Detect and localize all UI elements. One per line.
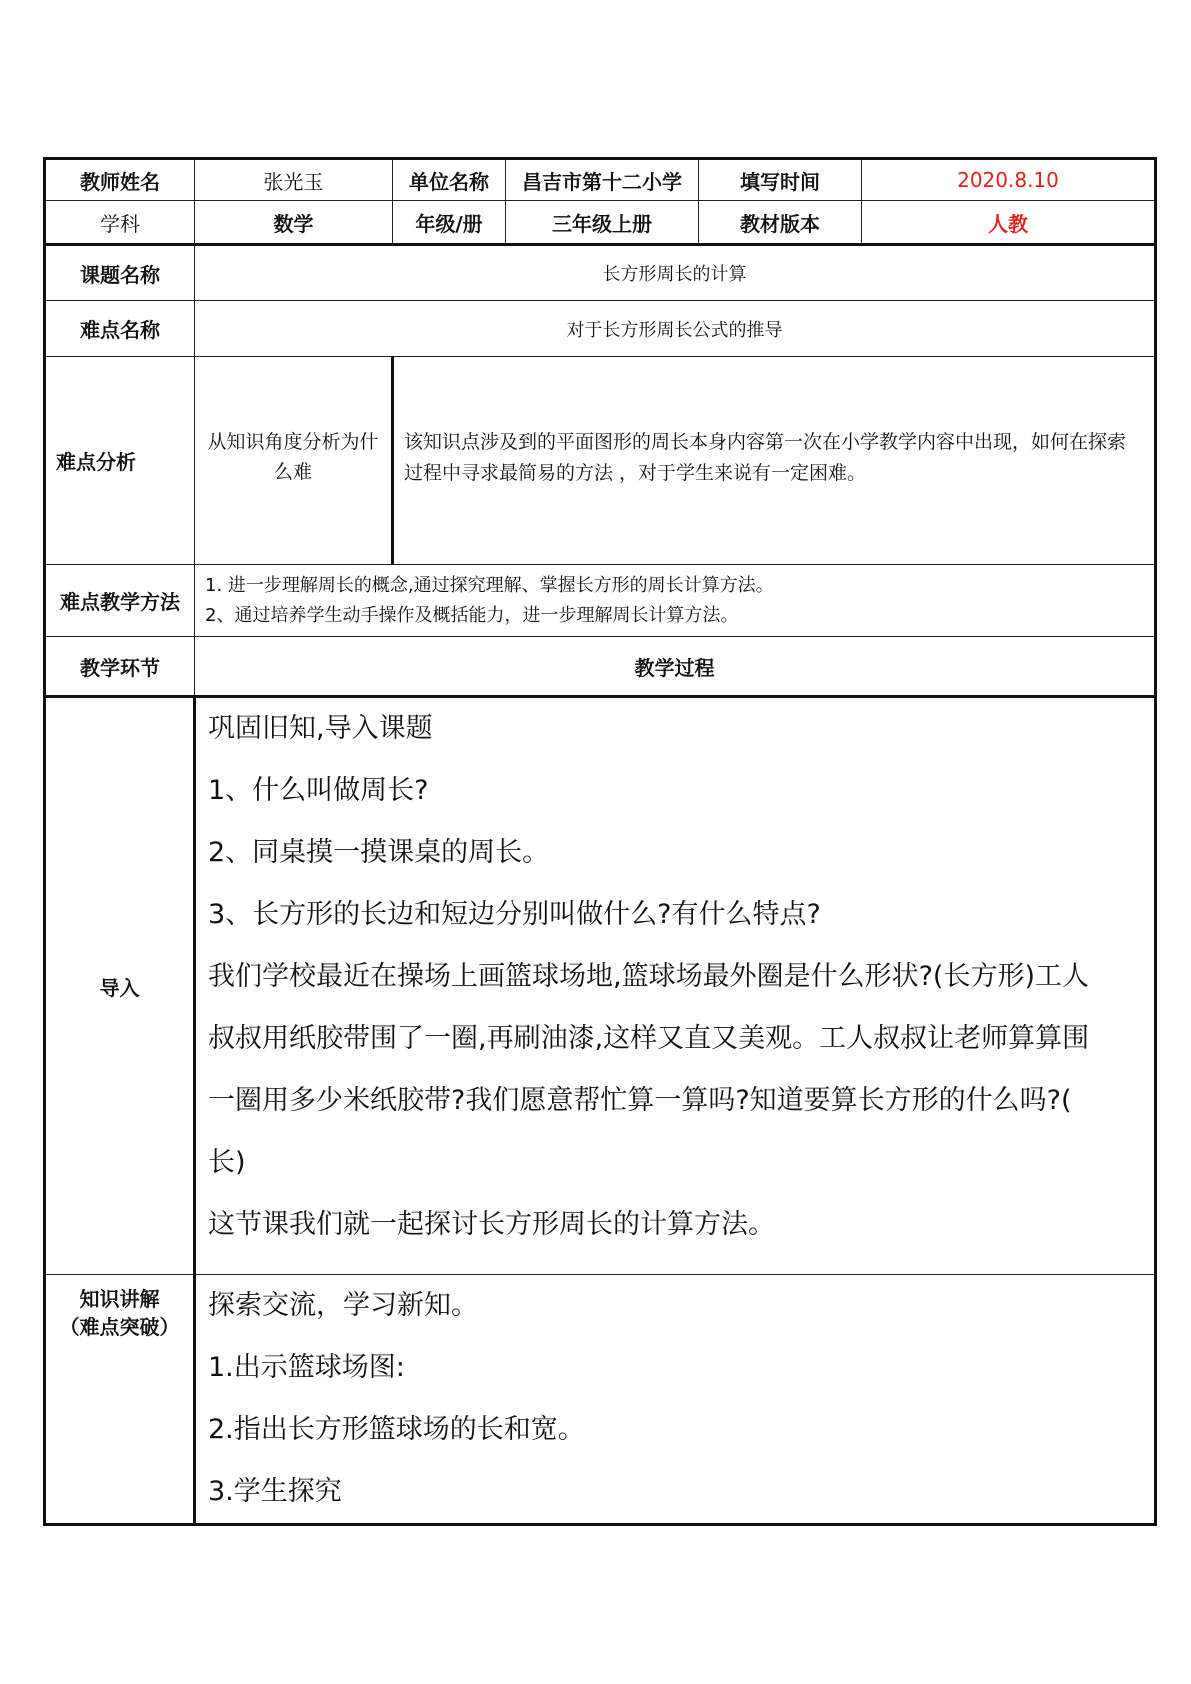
knowledge-line-2: 1.出示篮球场图: (208, 1352, 405, 1383)
header-row-1 (45, 159, 1156, 201)
teacher-label: 教师姓名 (45, 159, 195, 201)
intro-content (195, 697, 1156, 1275)
analysis-label: 难点分析 (45, 357, 195, 565)
knowledge-label-line-1: 知识讲解 (79, 1287, 160, 1311)
knowledge-label-line-2: （难点突破） (59, 1315, 180, 1339)
process-header-row (45, 637, 1156, 697)
edition-label: 教材版本 (699, 201, 862, 245)
intro-line-3: 2、同桌摸一摸课桌的周长。 (208, 837, 550, 868)
intro-line-2: 1、什么叫做周长? (208, 775, 429, 806)
teacher-value: 张光玉 (195, 159, 393, 201)
knowledge-line-3: 2.指出长方形篮球场的长和宽。 (208, 1414, 585, 1445)
method-label: 难点教学方法 (45, 565, 195, 637)
grade-label: 年级/册 (393, 201, 506, 245)
knowledge-line-4: 3.学生探究 (208, 1476, 342, 1507)
subject-value: 数学 (195, 201, 393, 245)
intro-row (45, 697, 1156, 1275)
method-item-2: 2、通过培养学生动手操作及概括能力，进一步理解周长计算方法。 (205, 604, 739, 626)
method-row (45, 565, 1156, 637)
topic-row (45, 245, 1156, 301)
lesson-plan-document (43, 157, 1154, 1526)
method-item-1: 1. 进一步理解周长的概念,通过探究理解、掌握长方形的周长计算方法。 (205, 574, 774, 596)
subject-label: 学科 (45, 201, 195, 245)
analysis-text: 该知识点涉及到的平面图形的周长本身内容第一次在小学教学内容中出现，如何在探索过程中寻求最简易的方法 ，对于学生来说有一定困难。 (393, 357, 1156, 565)
grade-value: 三年级上册 (506, 201, 699, 245)
knowledge-line-1: 探索交流，学习新知。 (208, 1290, 478, 1321)
header-row-2 (45, 201, 1156, 245)
knowledge-label (45, 1275, 195, 1525)
intro-line-5: 我们学校最近在操场上画篮球场地,篮球场最外圈是什么形状?(长方形)工人 (208, 961, 1089, 992)
intro-line-8: 长) (208, 1147, 246, 1178)
difficulty-label: 难点名称 (45, 301, 195, 357)
intro-line-7: 一圈用多少米纸胶带?我们愿意帮忙算一算吗?知道要算长方形的什么吗?( (208, 1085, 1072, 1116)
process-step-label: 教学环节 (45, 637, 195, 697)
knowledge-row (45, 1275, 1156, 1525)
knowledge-content (195, 1275, 1156, 1525)
difficulty-row (45, 301, 1156, 357)
intro-line-9: 这节课我们就一起探讨长方形周长的计算方法。 (208, 1209, 775, 1240)
process-title: 教学过程 (195, 637, 1156, 697)
date-label: 填写时间 (699, 159, 862, 201)
intro-line-6: 叔叔用纸胶带围了一圈,再刷油漆,这样又直又美观。工人叔叔让老师算算围 (208, 1023, 1090, 1054)
difficulty-value: 对于长方形周长公式的推导 (195, 301, 1156, 357)
date-value: 2020.8.10 (862, 159, 1156, 201)
intro-line-1: 巩固旧知,导入课题 (208, 713, 433, 744)
intro-label: 导入 (45, 697, 195, 1275)
unit-label: 单位名称 (393, 159, 506, 201)
analysis-sub-label: 从知识角度分析为什么难 (195, 357, 393, 565)
topic-label: 课题名称 (45, 245, 195, 301)
unit-value: 昌吉市第十二小学 (506, 159, 699, 201)
edition-value: 人教 (862, 201, 1156, 245)
method-list (195, 565, 1156, 637)
lesson-plan-table (43, 157, 1157, 1526)
topic-value: 长方形周长的计算 (195, 245, 1156, 301)
intro-line-4: 3、长方形的长边和短边分别叫做什么?有什么特点? (208, 899, 821, 930)
analysis-row (45, 357, 1156, 565)
